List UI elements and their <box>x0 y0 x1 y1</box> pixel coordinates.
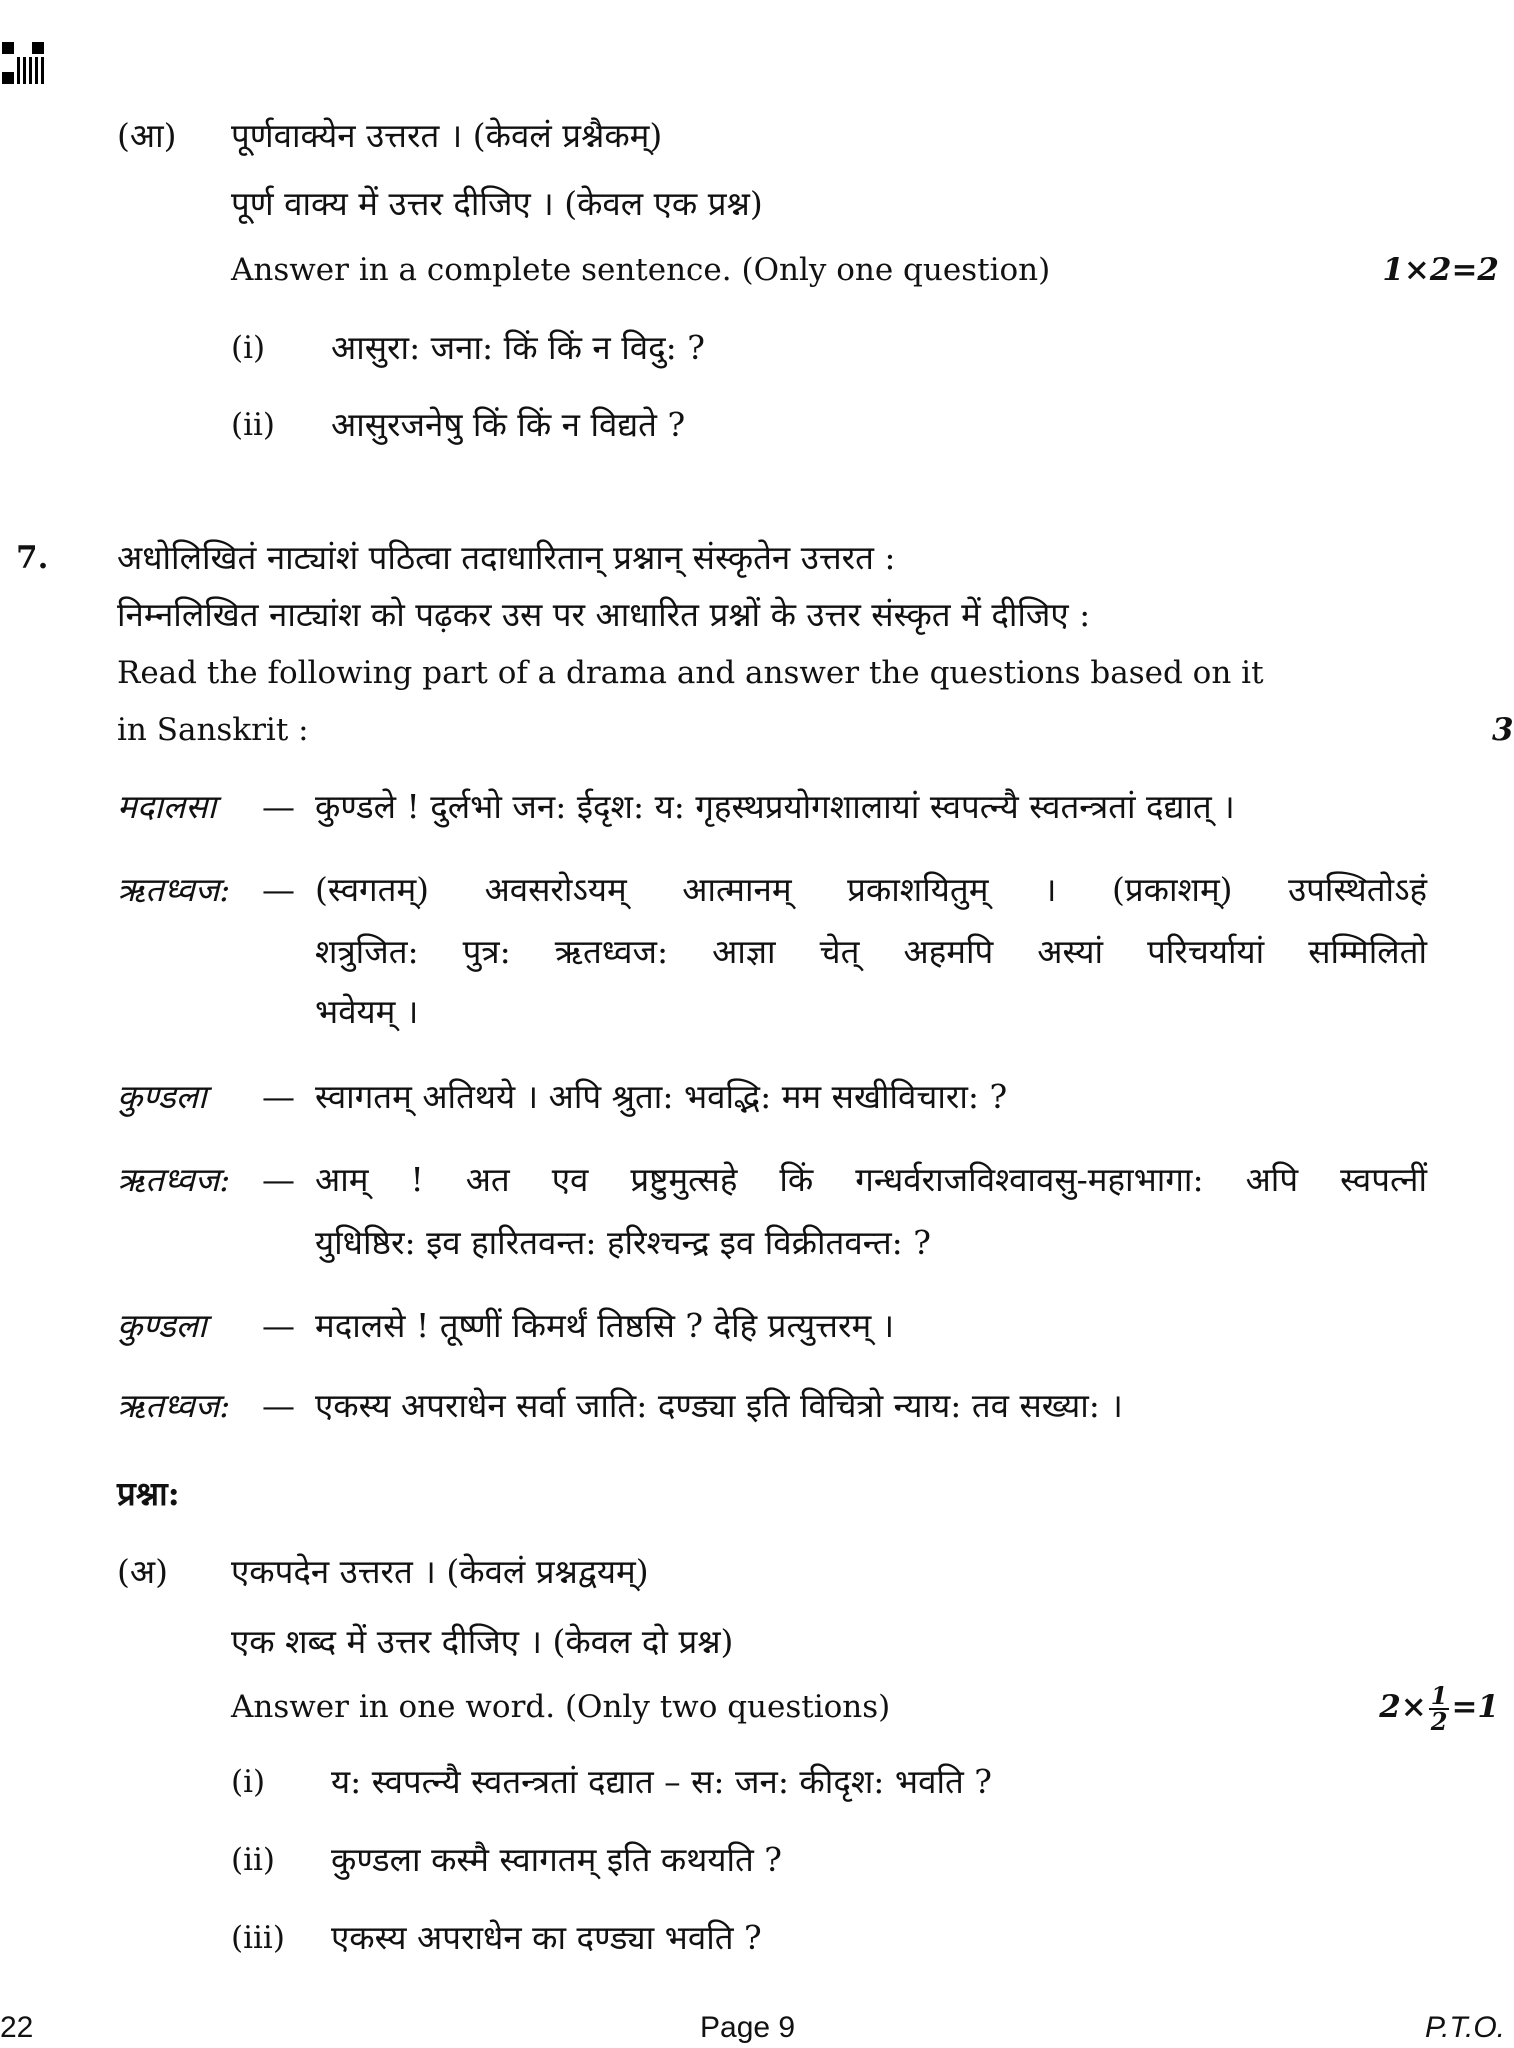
marks <box>1379 1672 1499 1742</box>
dialogue-line: कुण्डले ! दुर्लभो जन: ईदृश: य: गृहस्थप्रयोगशालायां स्वपत्न्यै स्वतन्त्रतां दद्यात् । <box>315 787 1235 826</box>
speaker: कुण्डला <box>117 1077 207 1116</box>
instruction-hindi: पूर्ण वाक्य में उत्तर दीजिए । (केवल एक प्रश्न) <box>231 184 763 223</box>
instruction-hindi: निम्नलिखित नाट्यांश को पढ़कर उस पर आधारित प्रश्नों के उत्तर संस्कृत में दीजिए : <box>117 595 1091 634</box>
pto-label: P.T.O. <box>1424 2011 1505 2044</box>
instruction-english-cont: in Sanskrit : <box>117 712 309 748</box>
speaker: ऋतध्वज: <box>117 1386 231 1425</box>
page-number: Page 9 <box>700 2011 796 2044</box>
dialogue-line: मदालसे ! तूष्णीं किमर्थं तिष्ठसि ? देहि प्रत्युत्तरम् । <box>315 1306 895 1345</box>
fraction-denominator: 2 <box>1430 1706 1448 1736</box>
question-number: (i) <box>231 1764 266 1800</box>
dialogue-line: शत्रुजित: पुत्र: ऋतध्वज: आज्ञा चेत् अहमपि अस्यां परिचर्यायां सम्मिलितो <box>315 932 1427 971</box>
speaker: ऋतध्वज: <box>117 1160 231 1199</box>
marks-fraction <box>1429 1680 1450 1736</box>
dialogue-line: स्वागतम् अतिथये । अपि श्रुता: भवद्भि: मम सखीविचारा: ? <box>315 1077 1008 1116</box>
dash: — <box>262 1386 295 1425</box>
instruction-english: Answer in one word. (Only two questions) <box>231 1689 891 1725</box>
dash: — <box>262 870 295 909</box>
dialogue-line: (स्वगतम्) अवसरोऽयम् आत्मानम् प्रकाशयितुम् । (प्रकाशम्) उपस्थितोऽहं <box>315 870 1427 909</box>
marks-prefix: 2× <box>1379 1689 1427 1725</box>
dialogue-line: आम् ! अत एव प्रष्टुमुत्सहे किं गन्धर्वराजविश्वावसु-महाभागा: अपि स्वपत्नीं <box>315 1160 1427 1199</box>
marks: 1×2=2 <box>1382 252 1499 288</box>
instruction-sanskrit: पूर्णवाक्येन उत्तरत । (केवलं प्रश्नैकम्) <box>231 116 663 155</box>
question-number: (i) <box>231 330 266 366</box>
speaker: मदालसा <box>117 787 217 826</box>
instruction-hindi: एक शब्द में उत्तर दीजिए । (केवल दो प्रश्न) <box>231 1622 734 1661</box>
question-number: 7. <box>16 540 49 576</box>
dialogue-line: एकस्य अपराधेन सर्वा जाति: दण्ड्या इति विचित्रो न्याय: तव सख्या: । <box>315 1386 1123 1425</box>
dash: — <box>262 1160 295 1199</box>
question-number: (ii) <box>231 1842 276 1878</box>
section-label: (आ) <box>117 116 177 155</box>
fraction-numerator: 1 <box>1430 1680 1448 1710</box>
dialogue-line: भवेयम् । <box>315 992 419 1031</box>
dialogue-line: युधिष्ठिर: इव हारितवन्त: हरिश्चन्द्र इव विक्रीतवन्त: ? <box>315 1223 931 1262</box>
dash: — <box>262 787 295 826</box>
section-label: (अ) <box>117 1552 168 1591</box>
speaker: ऋतध्वज: <box>117 870 231 909</box>
question-text: आसुरा: जना: किं किं न विदु: ? <box>331 328 705 367</box>
instruction-sanskrit: एकपदेन उत्तरत । (केवलं प्रश्नद्वयम्) <box>231 1552 649 1591</box>
instruction-english: Answer in a complete sentence. (Only one question) <box>231 252 1051 288</box>
marks-suffix: =1 <box>1451 1689 1499 1725</box>
speaker: कुण्डला <box>117 1306 207 1345</box>
questions-heading: प्रश्ना: <box>117 1474 180 1513</box>
question-text: य: स्वपत्न्यै स्वतन्त्रतां दद्यात – स: जन: कीदृश: भवति ? <box>331 1762 992 1801</box>
question-number: (ii) <box>231 407 276 443</box>
question-text: एकस्य अपराधेन का दण्ड्या भवति ? <box>331 1918 762 1957</box>
instruction-sanskrit: अधोलिखितं नाट्यांशं पठित्वा तदाधारितान् प्रश्नान् संस्कृतेन उत्तरत : <box>117 538 896 577</box>
instruction-english: Read the following part of a drama and answer the questions based on it <box>117 655 1264 691</box>
paper-code: 22 <box>0 2011 34 2044</box>
dash: — <box>262 1077 295 1116</box>
marks: 3 <box>1492 712 1514 748</box>
question-text: आसुरजनेषु किं किं न विद्यते ? <box>331 405 686 444</box>
question-number: (iii) <box>231 1920 285 1956</box>
dash: — <box>262 1306 295 1345</box>
qr-code <box>2 42 44 84</box>
question-text: कुण्डला कस्मै स्वागतम् इति कथयति ? <box>331 1840 782 1879</box>
